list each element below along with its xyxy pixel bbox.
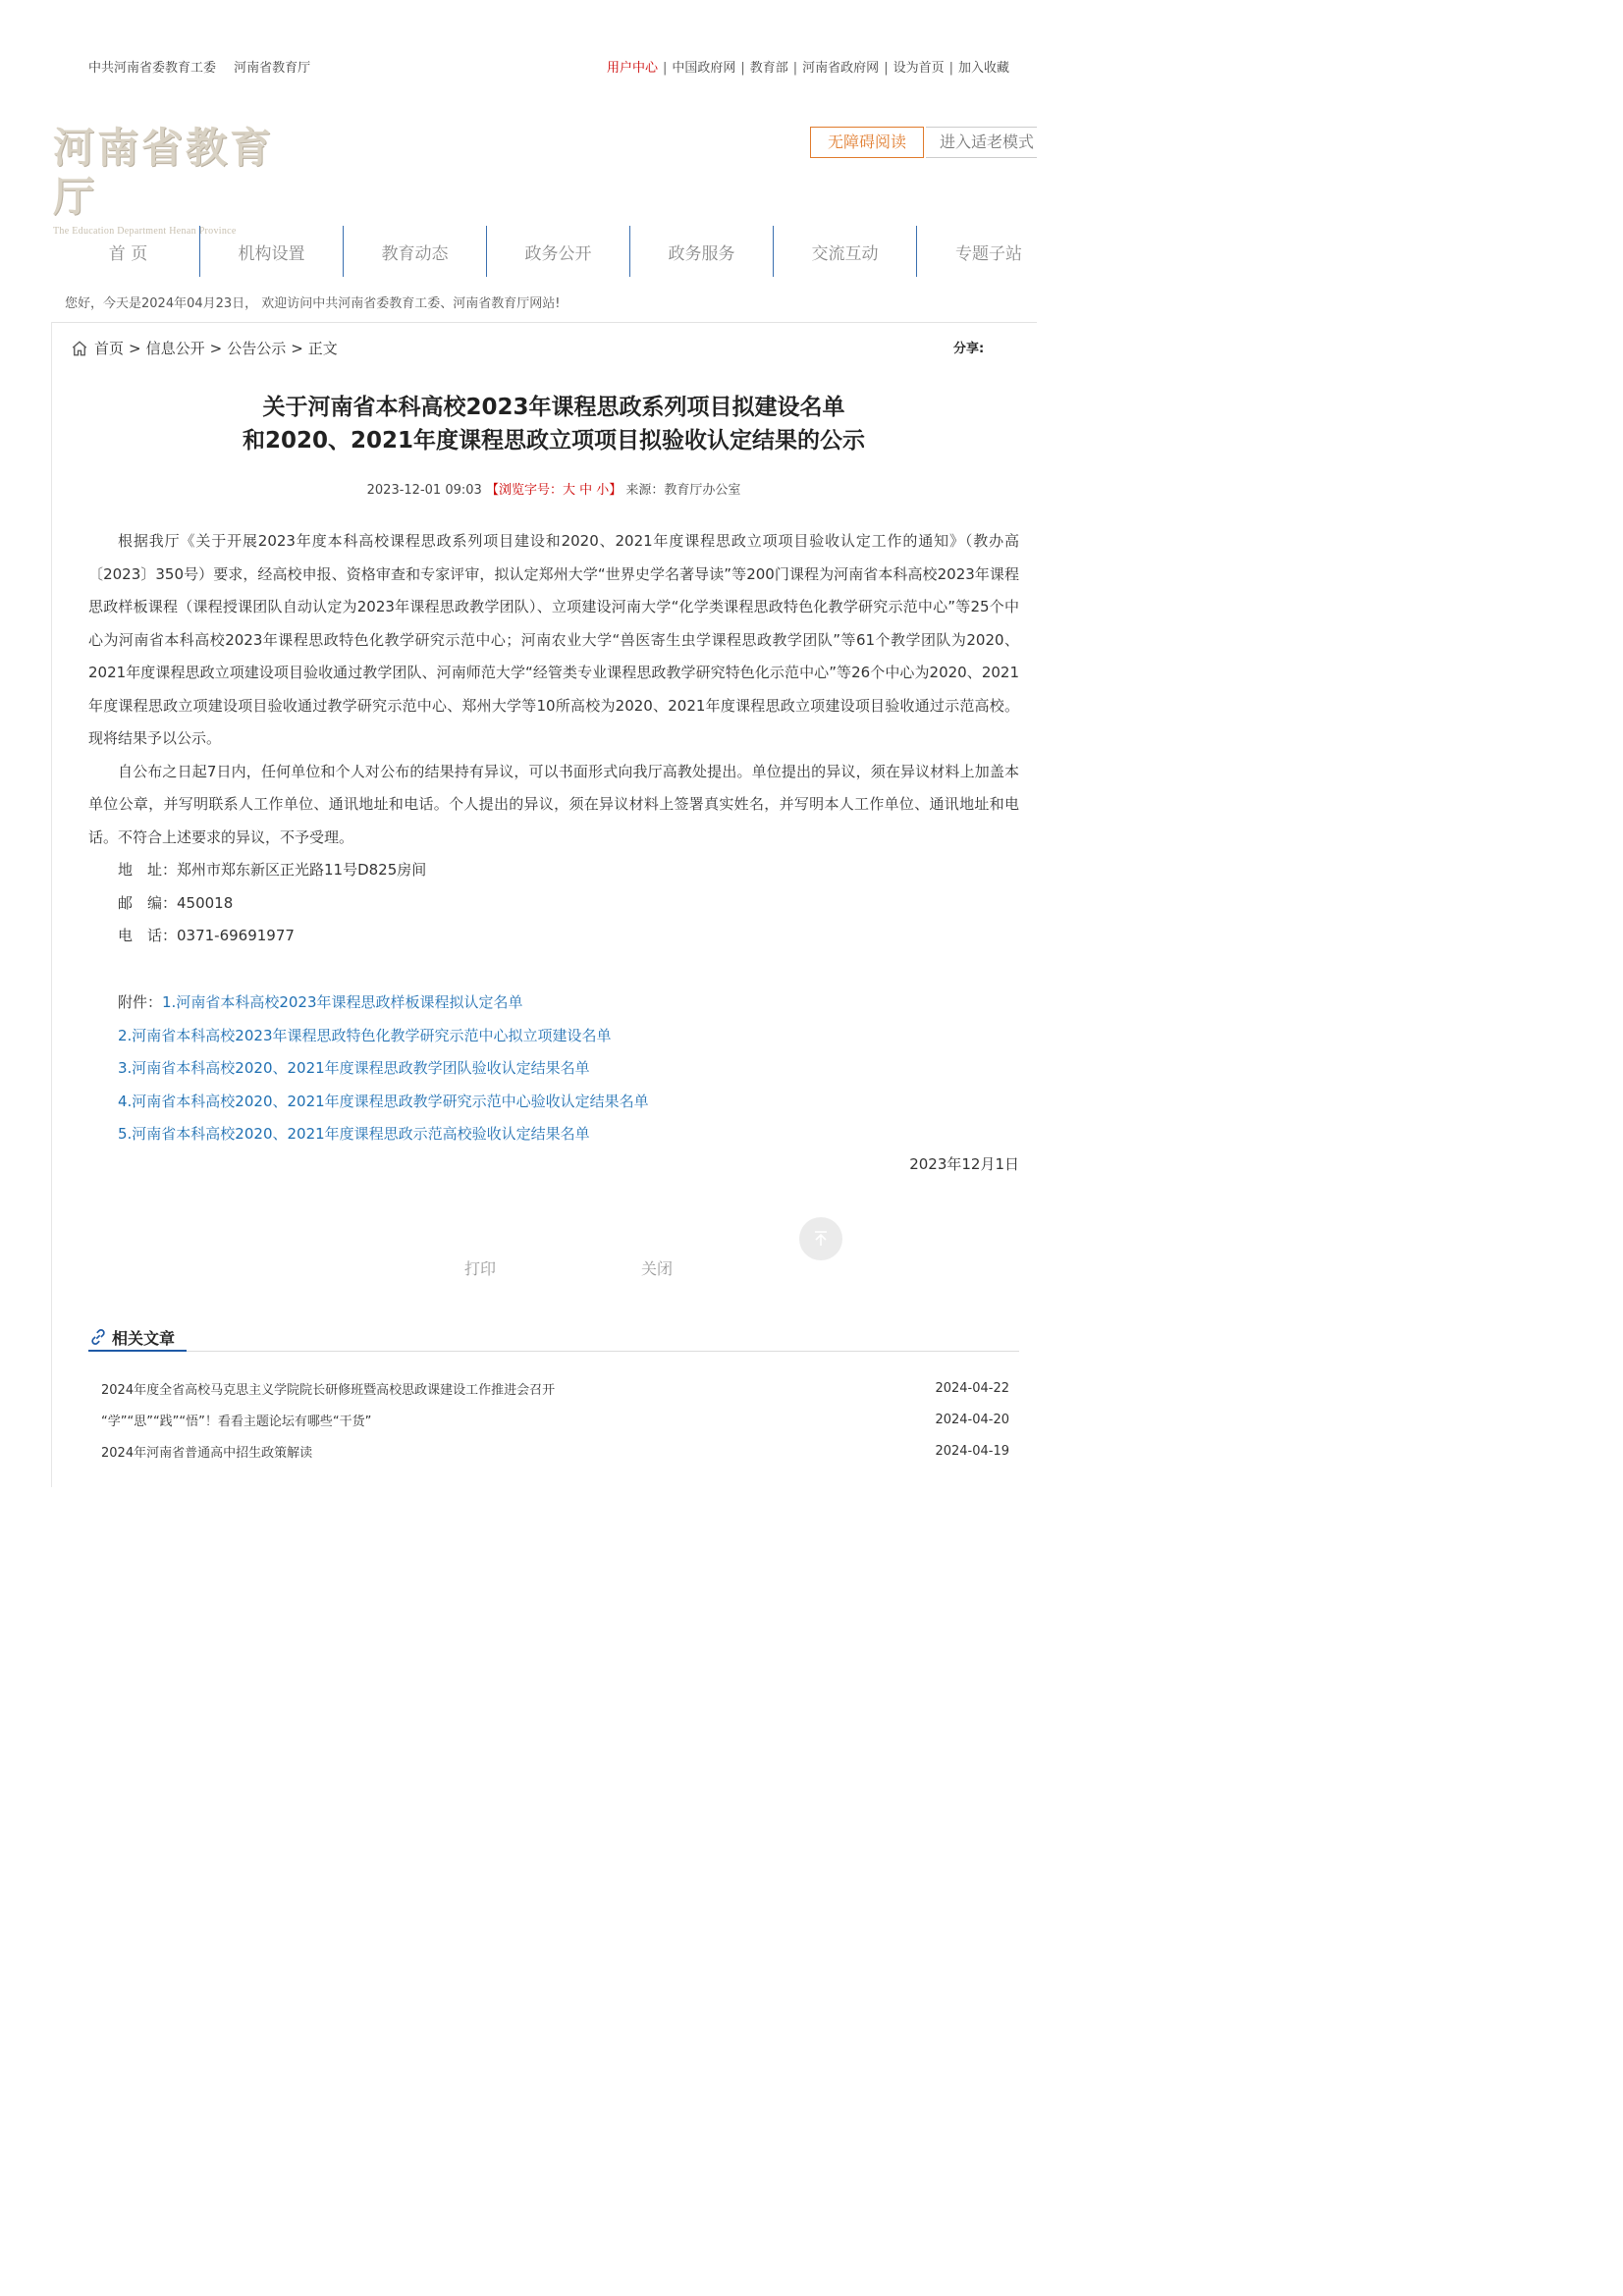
contact-phone: 电 话：0371-69691977 [118,927,295,944]
breadcrumb-info-public[interactable]: 信息公开 [145,340,205,357]
close-button[interactable]: 关闭 [641,1259,674,1278]
main-nav [57,226,1082,277]
related-heading-text: 相关文章 [112,1328,176,1348]
attachment-label: 附件： [118,993,163,1011]
arrow-up-icon [811,1229,831,1249]
nav-special-sites[interactable]: 专题子站 [955,243,1022,264]
breadcrumb-separator: > [129,339,141,357]
article-datetime: 2023-12-01 09:03 [366,483,482,498]
site-logo[interactable] [53,124,310,237]
attachments [118,987,649,1151]
separator: | [662,61,668,76]
org-name-dept: 河南省教育厅 [234,61,311,76]
henan-gov-link[interactable]: 河南省政府网 [802,61,880,76]
top-utility-bar [88,57,1009,77]
list-item[interactable] [101,1404,1009,1435]
set-homepage-link[interactable]: 设为首页 [893,61,945,76]
related-date: 2024-04-22 [935,1380,1009,1396]
welcome-text: 您好，今天是2024年04月23日， 欢迎访问中共河南省委教育工委、河南省教育厅网站! [65,296,561,311]
list-item[interactable] [101,1435,1009,1467]
content-top-divider [51,322,1037,323]
org-name-party: 中共河南省委教育工委 [88,61,217,76]
attachment-row-5 [118,1118,649,1151]
related-title[interactable]: 2024年河南省普通高中招生政策解读 [101,1445,313,1461]
breadcrumb-home[interactable]: 首页 [94,340,125,357]
home-icon [71,340,88,357]
top-links [607,57,1009,76]
article-title [88,391,1019,457]
nav-interaction[interactable]: 交流互动 [774,226,917,277]
separator: | [792,61,798,76]
article-body [88,525,1019,953]
breadcrumb-separator: > [291,339,303,357]
attachment-row-4 [118,1086,649,1119]
attachment-link-5[interactable]: 5.河南省本科高校2020、2021年度课程思政示范高校验收认定结果名单 [118,1125,590,1143]
nav-gov-services[interactable]: 政务服务 [630,226,774,277]
share-label: 分享: [953,342,985,356]
nav-organization[interactable]: 机构设置 [200,226,344,277]
related-heading [88,1323,175,1351]
moe-link[interactable]: 教育部 [749,61,788,76]
article-meta [88,479,1019,498]
related-title[interactable]: “学”“思”“践”“悟”！看看主题论坛有哪些“干货” [101,1414,372,1429]
logo-subtitle: The Education Department Henan Province [53,226,237,237]
related-divider [88,1351,1019,1352]
separator: | [948,61,953,76]
breadcrumb-separator: > [209,339,223,357]
nav-home[interactable]: 首 页 [57,226,200,277]
separator: | [740,61,745,76]
related-list [101,1372,1009,1467]
user-center-link[interactable]: 用户中心 [606,61,658,76]
attachment-link-1[interactable]: 1.河南省本科高校2023年课程思政样板课程拟认定名单 [162,993,523,1011]
contact-postcode: 邮 编：450018 [118,893,234,912]
print-button[interactable]: 打印 [464,1259,497,1278]
breadcrumb-notices[interactable]: 公告公示 [227,340,287,357]
attachment-row-3 [118,1052,649,1086]
elder-mode-button[interactable]: 进入适老模式 [926,127,1037,158]
related-title[interactable]: 2024年度全省高校马克思主义学院院长研修班暨高校思政课建设工作推进会召开 [101,1382,556,1398]
attachment-row-2 [118,1020,649,1053]
attachment-link-2[interactable]: 2.河南省本科高校2023年课程思政特色化教学研究示范中心拟立项建设名单 [118,1026,612,1044]
related-date: 2024-04-19 [935,1443,1009,1459]
article-source: 来源：教育厅办公室 [625,483,741,498]
attachment-link-4[interactable]: 4.河南省本科高校2020、2021年度课程思政教学研究示范中心验收认定结果名单 [118,1092,649,1110]
attachment-link-3[interactable]: 3.河南省本科高校2020、2021年度课程思政教学团队验收认定结果名单 [118,1059,590,1077]
article-paragraph-1: 根据我厅《关于开展2023年度本科高校课程思政系列项目建设和2020、2021年度课程思政立项项目验收认定工作的通知》（教办高〔2023〕350号）要求，经高校申报、资格审查和专家评审，拟认定郑州大学“世界史学名著导读”等200门课程为河南省本科高校2023年课程思政样板课程（课程授课团队自动认定为2023年课程思政教学团队）、立项建设河南大学“化学类课程思政特色化教学研究示范中心”等25个中心为河南省本科高校2023年课程思政特色化教学研究示范中心；河南农业大学“兽医寄生虫学课程思政教学团队”等61个教学团队为2020、2021年度课程思政立项建设项目验收通过教学团队、河南师范大学“经管类专业课程思政教学研究特色化示范中心”等26个中心为2020、2021年度课程思政立项建设项目验收通过教学研究示范中心、郑州大学等10所高校为2020、2021年度课程思政立项建设项目验收通过示范高校。现将结果予以公示。 [88,532,1019,747]
list-item[interactable] [101,1372,1009,1404]
breadcrumb [71,338,338,358]
accessible-reading-button[interactable]: 无障碍阅读 [810,127,924,158]
article-paragraph-2: 自公布之日起7日内，任何单位和个人对公布的结果持有异议，可以书面形式向我厅高教处提出。单位提出的异议，须在异议材料上加盖本单位公章，并写明联系人工作单位、通讯地址和电话。个人提出的异议，须在异议材料上签署真实姓名，并写明本人工作单位、通讯地址和电话。不符合上述要求的异议，不予受理。 [88,762,1019,846]
nav-education-news[interactable]: 教育动态 [344,226,487,277]
link-chain-icon [88,1327,108,1347]
logo-title: 河南省教育厅 [53,124,275,221]
attachment-row-1 [118,987,649,1020]
gov-cn-link[interactable]: 中国政府网 [672,61,736,76]
contact-address: 地 址：郑州市郑东新区正光路11号D825房间 [118,861,427,879]
separator: | [884,61,889,76]
article-title-line1: 关于河南省本科高校2023年课程思政系列项目拟建设名单 [262,395,845,420]
content-left-border [51,322,52,1487]
add-favorite-link[interactable]: 加入收藏 [957,61,1009,76]
article-signature-date: 2023年12月1日 [909,1155,1019,1173]
breadcrumb-current: 正文 [307,340,338,357]
back-to-top-button[interactable] [799,1217,842,1260]
nav-gov-affairs[interactable]: 政务公开 [487,226,630,277]
font-size-switch[interactable]: 【浏览字号：大 中 小】 [485,483,622,498]
page [0,0,1082,1530]
article-title-line2: 和2020、2021年度课程思政立项项目拟验收认定结果的公示 [242,428,866,454]
related-divider-accent [88,1350,187,1352]
related-date: 2024-04-20 [935,1412,1009,1427]
